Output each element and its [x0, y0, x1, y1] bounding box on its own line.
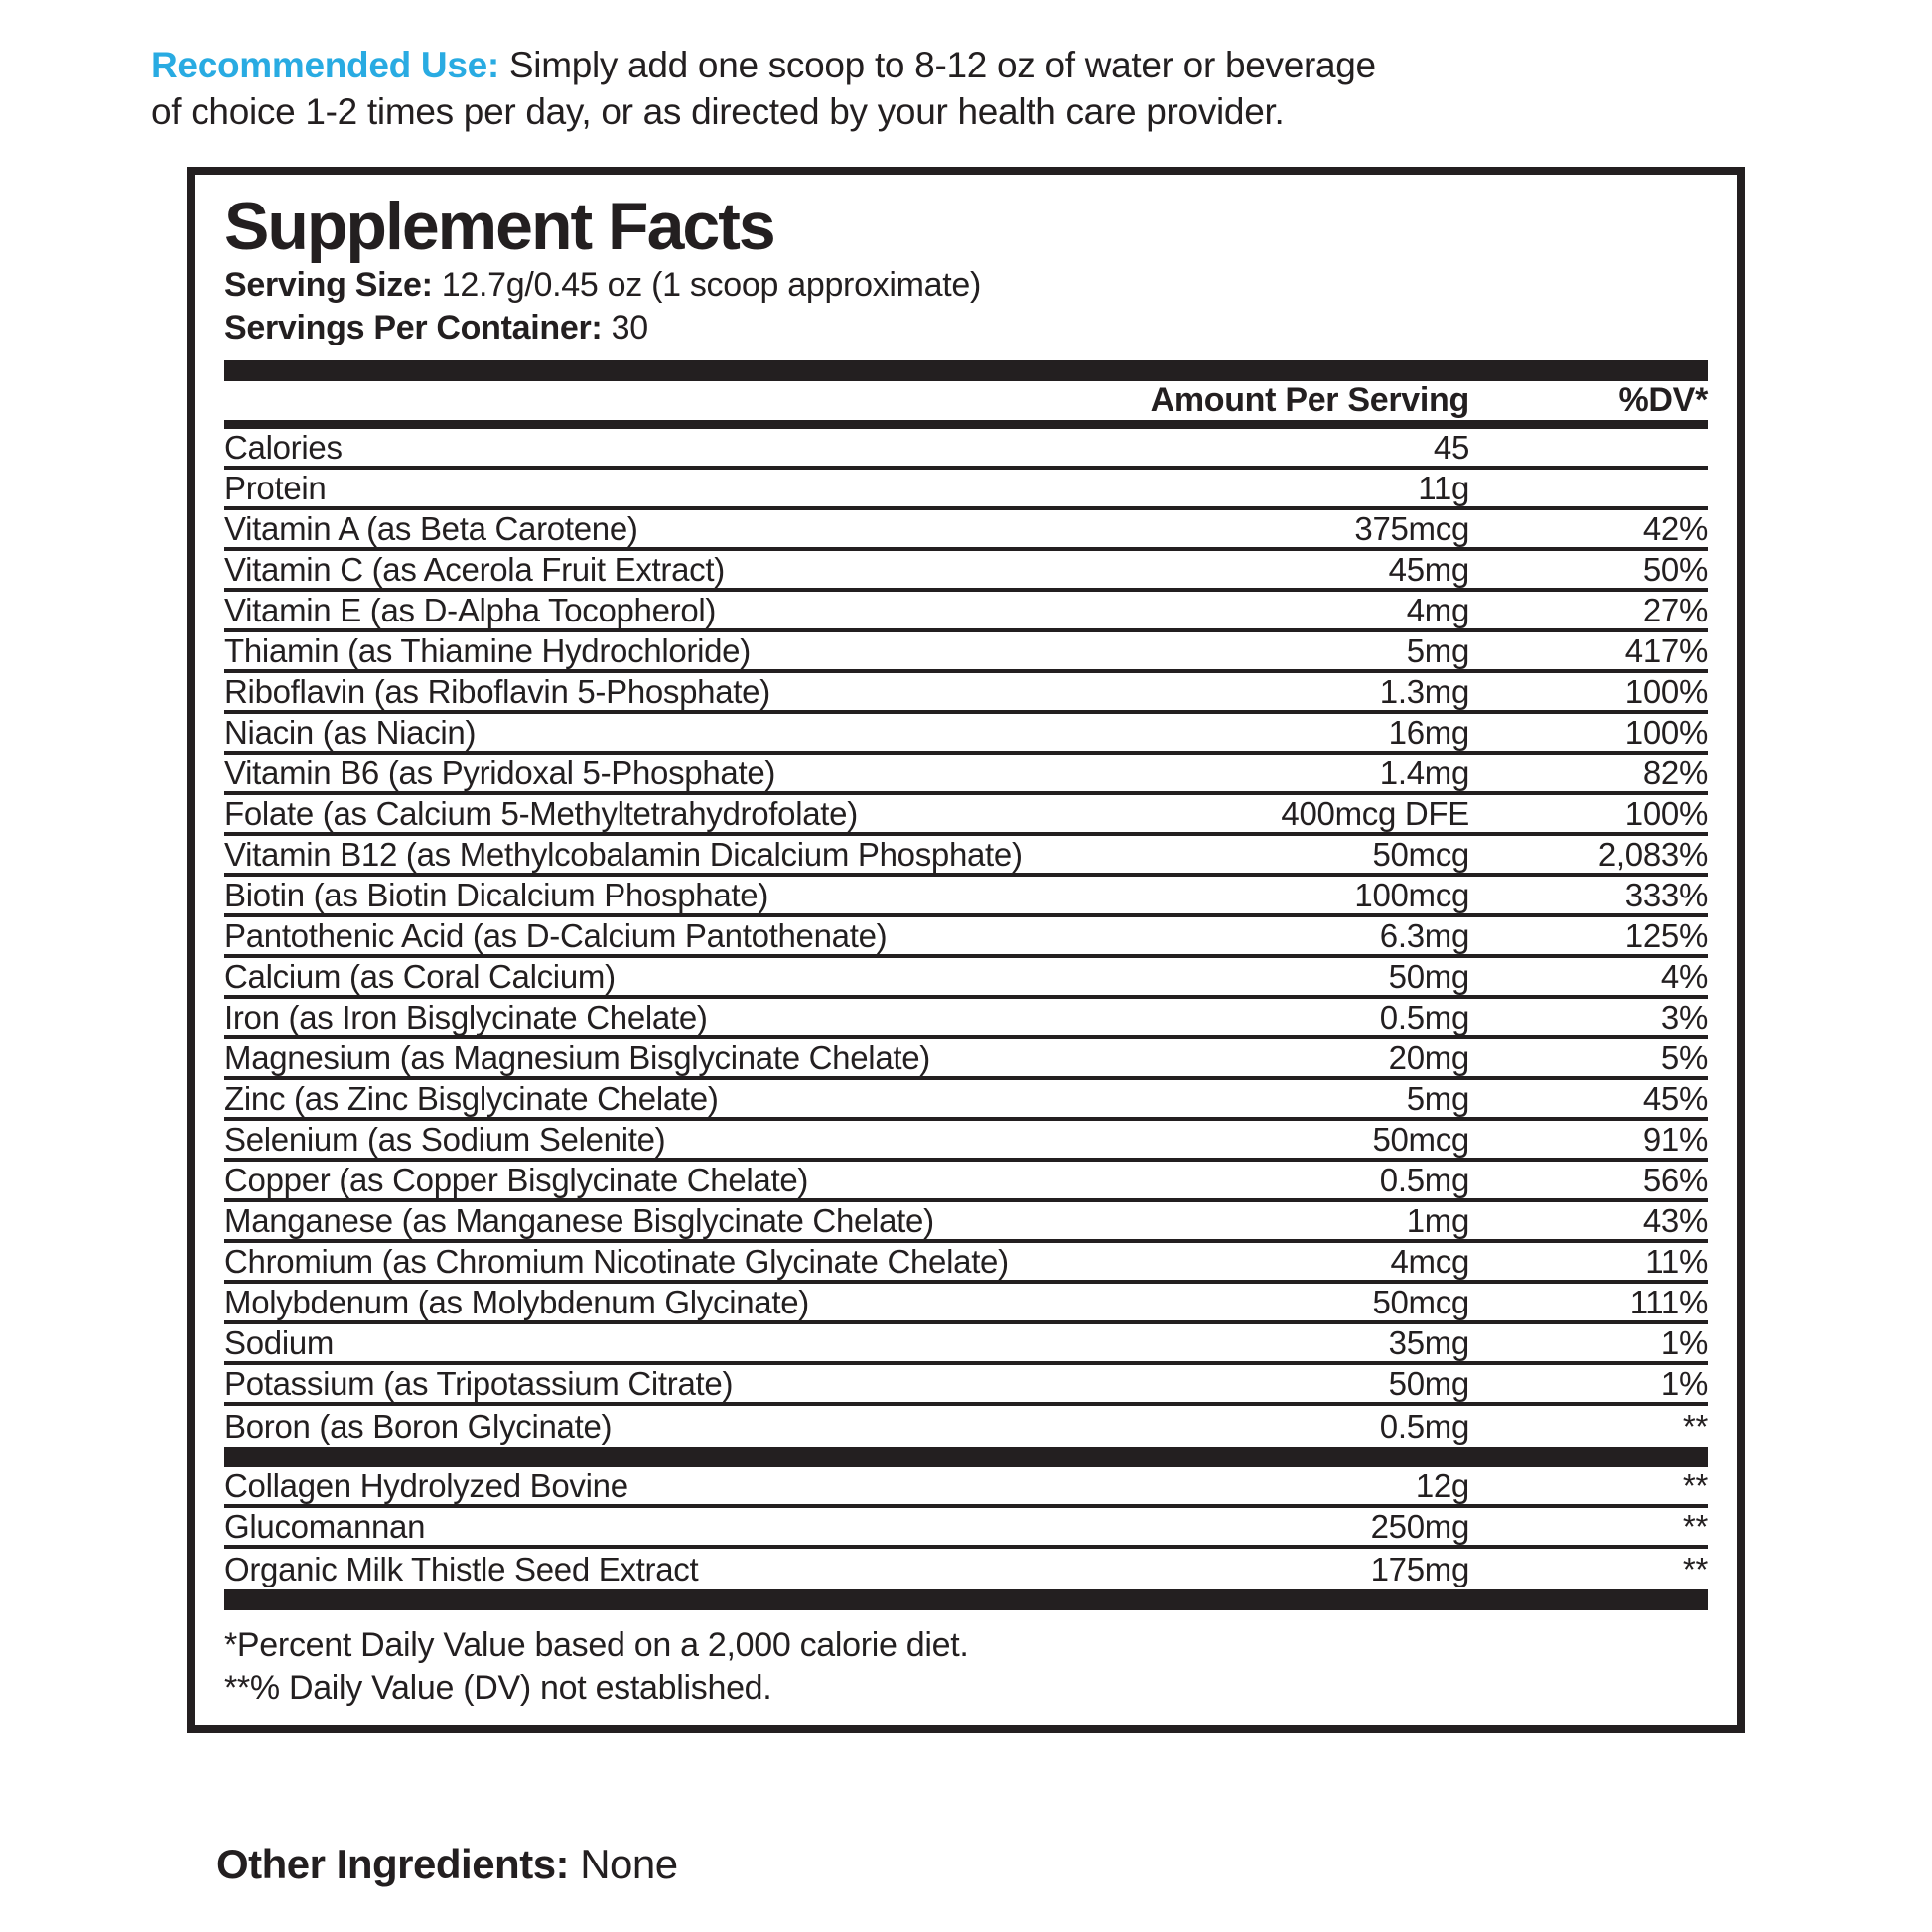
nutrient-amount: 1mg: [1406, 1202, 1469, 1239]
nutrient-dv: 56%: [1642, 1162, 1708, 1198]
nutrient-row: [224, 877, 1708, 917]
nutrient-row: [224, 1162, 1708, 1202]
column-header-dv: %DV*: [1618, 381, 1708, 419]
nutrient-row: [224, 795, 1708, 836]
nutrient-row: [224, 1365, 1708, 1406]
nutrient-amount: 400mcg DFE: [1281, 795, 1469, 832]
serving-size-value: 12.7g/0.45 oz (1 scoop approximate): [432, 266, 982, 304]
nutrient-name: Boron (as Boron Glycinate): [224, 1407, 613, 1445]
nutrient-dv: 27%: [1642, 592, 1708, 628]
nutrient-amount: 0.5mg: [1379, 1407, 1469, 1445]
nutrient-dv: **: [1682, 1550, 1708, 1587]
nutrient-row: [224, 1039, 1708, 1080]
nutrient-name: Copper (as Copper Bisglycinate Chelate): [224, 1162, 809, 1198]
nutrient-row: [224, 1549, 1708, 1589]
nutrient-amount: 50mcg: [1372, 1284, 1469, 1320]
nutrient-dv: 100%: [1624, 673, 1708, 710]
nutrient-dv: 4%: [1660, 958, 1708, 995]
nutrient-name: Selenium (as Sodium Selenite): [224, 1121, 666, 1158]
nutrient-dv: 333%: [1624, 877, 1708, 913]
nutrient-amount: 50mcg: [1372, 836, 1469, 873]
nutrient-name: Vitamin C (as Acerola Fruit Extract): [224, 551, 725, 588]
nutrient-dv: 5%: [1660, 1039, 1708, 1076]
nutrient-dv: 3%: [1660, 999, 1708, 1035]
nutrient-name: Manganese (as Manganese Bisglycinate Chelate): [224, 1202, 934, 1239]
nutrient-row: [224, 1080, 1708, 1121]
nutrient-dv: 43%: [1642, 1202, 1708, 1239]
serving-size-label: Serving Size:: [224, 266, 433, 304]
nutrient-row: [224, 714, 1708, 755]
nutrient-dv: **: [1682, 1467, 1708, 1504]
recommended-use-label: Recommended Use:: [151, 45, 499, 85]
nutrient-name: Vitamin A (as Beta Carotene): [224, 510, 638, 547]
footnote-dv-not-established: **% Daily Value (DV) not established.: [224, 1669, 772, 1707]
nutrient-amount: 50mg: [1388, 1365, 1469, 1402]
nutrient-name: Pantothenic Acid (as D-Calcium Pantothenate): [224, 917, 888, 954]
nutrient-name: Vitamin B6 (as Pyridoxal 5-Phosphate): [224, 755, 776, 791]
nutrient-row: [224, 470, 1708, 510]
nutrient-dv: 100%: [1624, 714, 1708, 751]
nutrient-row: [224, 632, 1708, 673]
nutrient-name: Vitamin B12 (as Methylcobalamin Dicalcium Phosphate): [224, 836, 1023, 873]
nutrient-amount: 4mcg: [1390, 1243, 1469, 1280]
nutrient-row: [224, 1467, 1708, 1508]
nutrient-name: Magnesium (as Magnesium Bisglycinate Chelate): [224, 1039, 930, 1076]
nutrient-name: Sodium: [224, 1324, 335, 1361]
other-compounds-table: [224, 1467, 1708, 1589]
divider-bar-bottom: [224, 1589, 1708, 1610]
nutrient-name: Collagen Hydrolyzed Bovine: [224, 1467, 628, 1504]
footnote-daily-value: *Percent Daily Value based on a 2,000 calorie diet.: [224, 1626, 969, 1664]
nutrient-dv: 45%: [1642, 1080, 1708, 1117]
nutrient-dv: 50%: [1642, 551, 1708, 588]
nutrient-amount: 6.3mg: [1379, 917, 1469, 954]
servings-per-container-label: Servings Per Container:: [224, 309, 603, 346]
nutrient-name: Thiamin (as Thiamine Hydrochloride): [224, 632, 751, 669]
nutrient-row: [224, 673, 1708, 714]
nutrient-name: Riboflavin (as Riboflavin 5-Phosphate): [224, 673, 770, 710]
recommended-use: [151, 42, 1412, 135]
servings-per-container-value: 30: [602, 309, 648, 346]
nutrient-name: Zinc (as Zinc Bisglycinate Chelate): [224, 1080, 719, 1117]
nutrient-name: Protein: [224, 470, 327, 506]
nutrient-dv: 91%: [1642, 1121, 1708, 1158]
nutrient-dv: 82%: [1642, 755, 1708, 791]
nutrient-amount: 11g: [1418, 470, 1469, 506]
nutrient-row: [224, 836, 1708, 877]
nutrient-amount: 250mg: [1370, 1508, 1469, 1545]
nutrient-amount: 50mcg: [1372, 1121, 1469, 1158]
nutrient-dv: **: [1682, 1508, 1708, 1545]
serving-size-line: [224, 264, 1708, 307]
nutrient-name: Chromium (as Chromium Nicotinate Glycinate Chelate): [224, 1243, 1009, 1280]
nutrient-name: Molybdenum (as Molybdenum Glycinate): [224, 1284, 809, 1320]
nutrient-amount: 4mg: [1406, 592, 1469, 628]
nutrient-amount: 0.5mg: [1379, 999, 1469, 1035]
nutrient-dv: 125%: [1624, 917, 1708, 954]
nutrient-row: [224, 592, 1708, 632]
nutrient-amount: 1.3mg: [1379, 673, 1469, 710]
nutrient-row: [224, 999, 1708, 1039]
nutrient-row: [224, 429, 1708, 470]
nutrient-amount: 100mcg: [1354, 877, 1469, 913]
nutrient-dv: 1%: [1660, 1324, 1708, 1361]
other-ingredients: [216, 1839, 678, 1890]
nutrient-amount: 35mg: [1388, 1324, 1469, 1361]
nutrient-name: Calories: [224, 429, 343, 466]
nutrient-row: [224, 1202, 1708, 1243]
nutrient-amount: 375mcg: [1354, 510, 1469, 547]
nutrient-amount: 16mg: [1388, 714, 1469, 751]
nutrient-name: Organic Milk Thistle Seed Extract: [224, 1550, 699, 1587]
other-ingredients-value: None: [569, 1841, 678, 1887]
nutrient-amount: 50mg: [1388, 958, 1469, 995]
nutrient-dv: 417%: [1624, 632, 1708, 669]
nutrient-row: [224, 958, 1708, 999]
nutrient-row: [224, 1243, 1708, 1284]
nutrient-amount: 175mg: [1370, 1550, 1469, 1587]
nutrient-row: [224, 510, 1708, 551]
nutrient-dv: 2,083%: [1597, 836, 1708, 873]
nutrient-row: [224, 1324, 1708, 1365]
other-ingredients-label: Other Ingredients:: [216, 1841, 570, 1887]
nutrient-amount: 1.4mg: [1379, 755, 1469, 791]
nutrient-dv: 11%: [1645, 1243, 1708, 1280]
divider-bar-top: [224, 360, 1708, 381]
nutrient-name: Potassium (as Tripotassium Citrate): [224, 1365, 734, 1402]
nutrient-amount: 45mg: [1388, 551, 1469, 588]
supplement-facts-panel: [187, 167, 1745, 1733]
servings-per-container-line: [224, 307, 1708, 349]
nutrient-name: Niacin (as Niacin): [224, 714, 477, 751]
nutrient-row: [224, 551, 1708, 592]
nutrient-amount: 20mg: [1388, 1039, 1469, 1076]
nutrient-row: [224, 1284, 1708, 1324]
nutrient-amount: 0.5mg: [1379, 1162, 1469, 1198]
nutrient-name: Folate (as Calcium 5-Methyltetrahydrofolate): [224, 795, 858, 832]
panel-title: Supplement Facts: [224, 189, 774, 264]
nutrient-amount: 5mg: [1406, 632, 1469, 669]
nutrient-amount: 45: [1433, 429, 1469, 466]
nutrient-table: [224, 429, 1708, 1447]
column-header-amount: Amount Per Serving: [1150, 381, 1469, 419]
recommended-use-text: Simply add one scoop to 8-12 oz of water or beverage of choice 1-2 times per day, or as directed by your health care provider.: [151, 45, 1376, 132]
nutrient-row: [224, 1508, 1708, 1549]
nutrient-dv: 1%: [1660, 1365, 1708, 1402]
nutrient-row: [224, 755, 1708, 795]
nutrient-dv: 100%: [1624, 795, 1708, 832]
nutrient-name: Calcium (as Coral Calcium): [224, 958, 616, 995]
nutrient-name: Iron (as Iron Bisglycinate Chelate): [224, 999, 708, 1035]
nutrient-row: [224, 1121, 1708, 1162]
nutrient-dv: **: [1682, 1407, 1708, 1445]
nutrient-name: Vitamin E (as D-Alpha Tocopherol): [224, 592, 717, 628]
nutrient-amount: 5mg: [1406, 1080, 1469, 1117]
nutrient-name: Glucomannan: [224, 1508, 426, 1545]
nutrient-name: Biotin (as Biotin Dicalcium Phosphate): [224, 877, 769, 913]
nutrient-dv: 111%: [1629, 1284, 1708, 1320]
nutrient-row: [224, 1406, 1708, 1447]
table-header-row: [224, 381, 1708, 429]
nutrient-dv: 42%: [1642, 510, 1708, 547]
nutrient-amount: 12g: [1415, 1467, 1469, 1504]
nutrient-row: [224, 917, 1708, 958]
divider-bar-middle: [224, 1447, 1708, 1467]
